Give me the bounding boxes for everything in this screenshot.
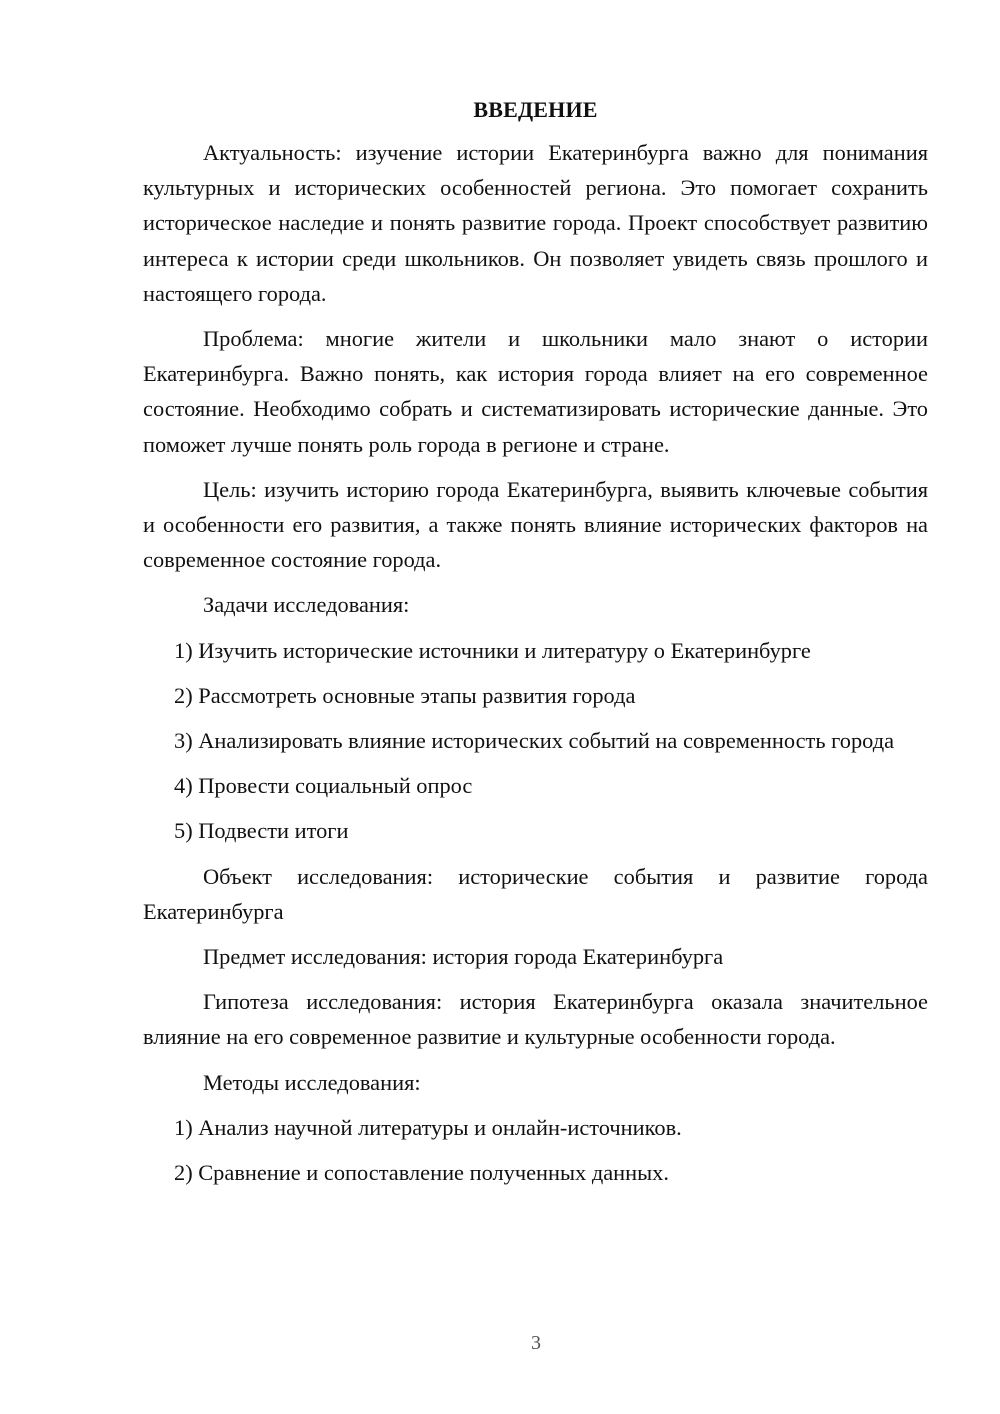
paragraph-problem: Проблема: многие жители и школьники мало знают о истории Екатеринбурга. Важно понять, как история города влияет на его современное состояние. Необходимо собрать и систематизировать исторические данные. Это поможет лучше понять роль города в регионе и стране.	[143, 326, 928, 457]
task-item-5: 5) Подвести итоги	[174, 818, 349, 844]
method-item-1: 1) Анализ научной литературы и онлайн-источников.	[174, 1114, 682, 1140]
task-item-3: 3) Анализировать влияние исторических событий на современность города	[174, 728, 895, 754]
task-item-1: 1) Изучить исторические источники и литературу о Екатеринбурге	[174, 637, 811, 663]
page-number: 3	[531, 1332, 541, 1354]
paragraph-relevance: Актуальность: изучение истории Екатеринбурга важно для понимания культурных и исторических особенностей региона. Это помогает сохранить историческое наследие и понять развитие города. Проект способствует развитию интереса к истории среди школьников. Он позволяет увидеть связь прошлого и настоящего города.	[143, 140, 928, 306]
task-item-2: 2) Рассмотреть основные этапы развития города	[174, 682, 636, 708]
task-item-4: 4) Провести социальный опрос	[174, 773, 473, 799]
paragraph-goal: Цель: изучить историю города Екатеринбурга, выявить ключевые события и особенности его развития, а также понять влияние исторических факторов на современное состояние города.	[143, 476, 928, 573]
paragraph-hypothesis: Гипотеза исследования: история Екатеринбурга оказала значительное влияние на его современное развитие и культурные особенности города.	[143, 989, 928, 1050]
paragraph-tasks-heading: Задачи исследования:	[203, 592, 410, 618]
paragraph-object: Объект исследования: исторические события и развитие города Екатеринбурга	[143, 863, 928, 924]
paragraph-methods-heading: Методы исследования:	[203, 1069, 421, 1095]
section-title: ВВЕДЕНИЕ	[473, 97, 598, 122]
document-page	[143, 92, 928, 1200]
paragraph-subject: Предмет исследования: история города Екатеринбурга	[203, 944, 724, 970]
method-item-2: 2) Сравнение и сопоставление полученных данных.	[174, 1160, 669, 1186]
